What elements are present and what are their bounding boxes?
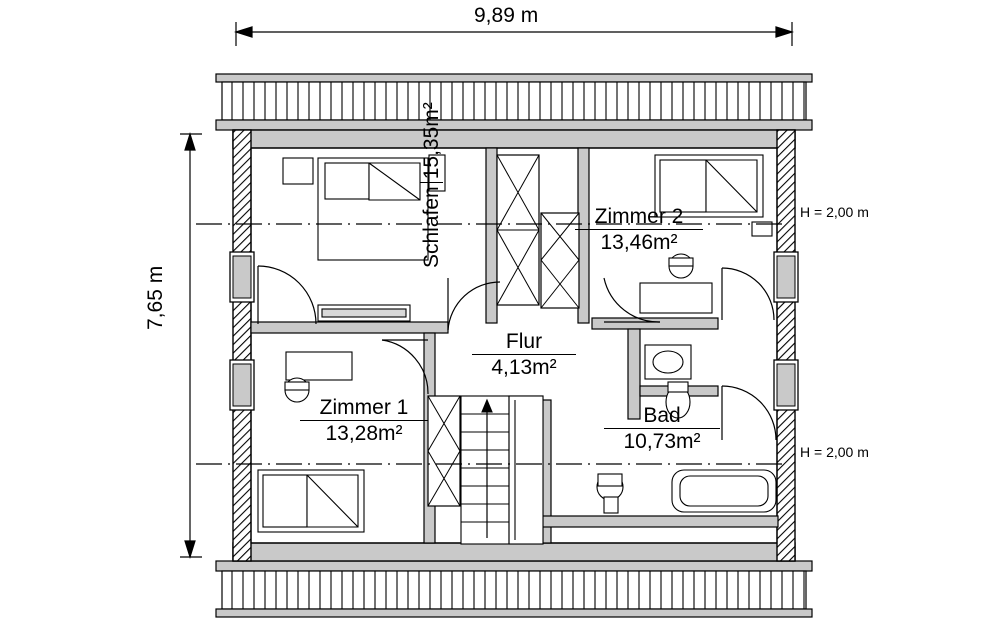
staircase (461, 396, 543, 544)
room-area-schlafen: 15,35m² (420, 102, 443, 183)
room-area-zimmer2: 13,46m² (575, 229, 703, 254)
room-label-zimmer1 (300, 396, 428, 445)
room-name-bad: Bad (643, 404, 681, 427)
roof-band-top (216, 74, 812, 130)
closet-hatched-lower (428, 396, 460, 506)
closet-hatched-upper (497, 155, 539, 305)
room-area-bad: 10,73m² (604, 428, 720, 453)
room-label-zimmer2 (575, 205, 703, 254)
room-label-bad (604, 404, 720, 453)
height-marker-lower: H = 2,00 m (800, 444, 869, 460)
room-area-flur: 4,13m² (472, 354, 576, 379)
roof-band-bottom (216, 561, 812, 617)
room-label-flur (472, 330, 576, 379)
dimension-height (180, 134, 202, 557)
room-label-schlafen (420, 102, 443, 268)
room-name-flur: Flur (505, 330, 543, 353)
closet-hatched-upper-2 (541, 213, 579, 308)
dimension-height-label: 7,65 m (144, 265, 167, 330)
room-name-zimmer2: Zimmer 2 (594, 205, 684, 228)
room-name-zimmer1: Zimmer 1 (319, 396, 409, 419)
room-area-zimmer1: 13,28m² (300, 420, 428, 445)
dimension-width-label: 9,89 m (474, 4, 539, 27)
room-name-schlafen: Schlafen (420, 186, 443, 268)
height-marker-upper: H = 2,00 m (800, 204, 869, 220)
